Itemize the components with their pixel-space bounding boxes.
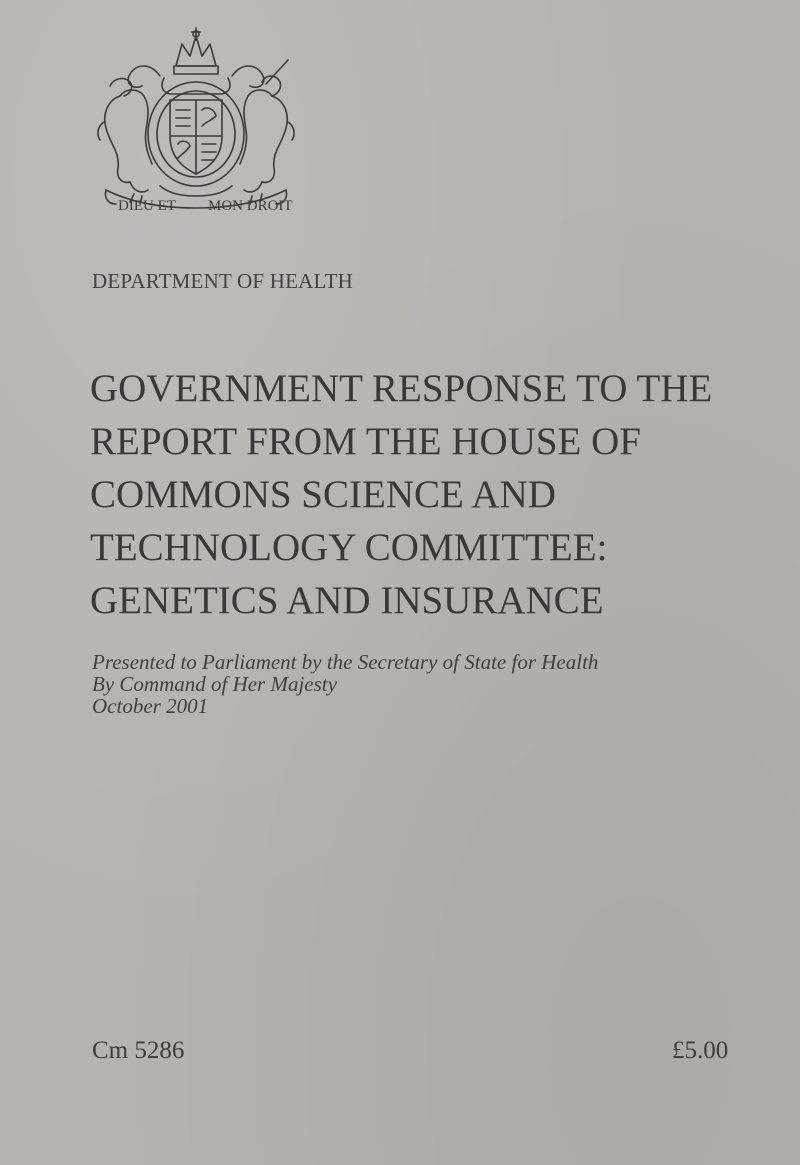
- title-line: GENETICS AND INSURANCE: [90, 579, 604, 622]
- title-line: COMMONS SCIENCE AND: [90, 473, 556, 516]
- title-line: TECHNOLOGY COMMITTEE:: [90, 526, 608, 569]
- document-title: [90, 362, 780, 627]
- command-number: Cm 5286: [92, 1037, 185, 1064]
- presented-to-parliament: Presented to Parliament by the Secretary of State for Health: [92, 650, 599, 674]
- title-line: REPORT FROM THE HOUSE OF: [90, 420, 641, 463]
- presentation-block: [92, 651, 598, 717]
- title-line: GOVERNMENT RESPONSE TO THE: [90, 367, 713, 410]
- price: £5.00: [672, 1037, 729, 1064]
- motto-left: DIEU ET: [118, 198, 176, 214]
- by-command: By Command of Her Majesty: [92, 672, 337, 696]
- department-name: DEPARTMENT OF HEALTH: [92, 269, 353, 293]
- motto-right: MON DROIT: [208, 198, 293, 214]
- publication-date: October 2001: [92, 694, 209, 718]
- royal-coat-of-arms-icon: [90, 26, 302, 214]
